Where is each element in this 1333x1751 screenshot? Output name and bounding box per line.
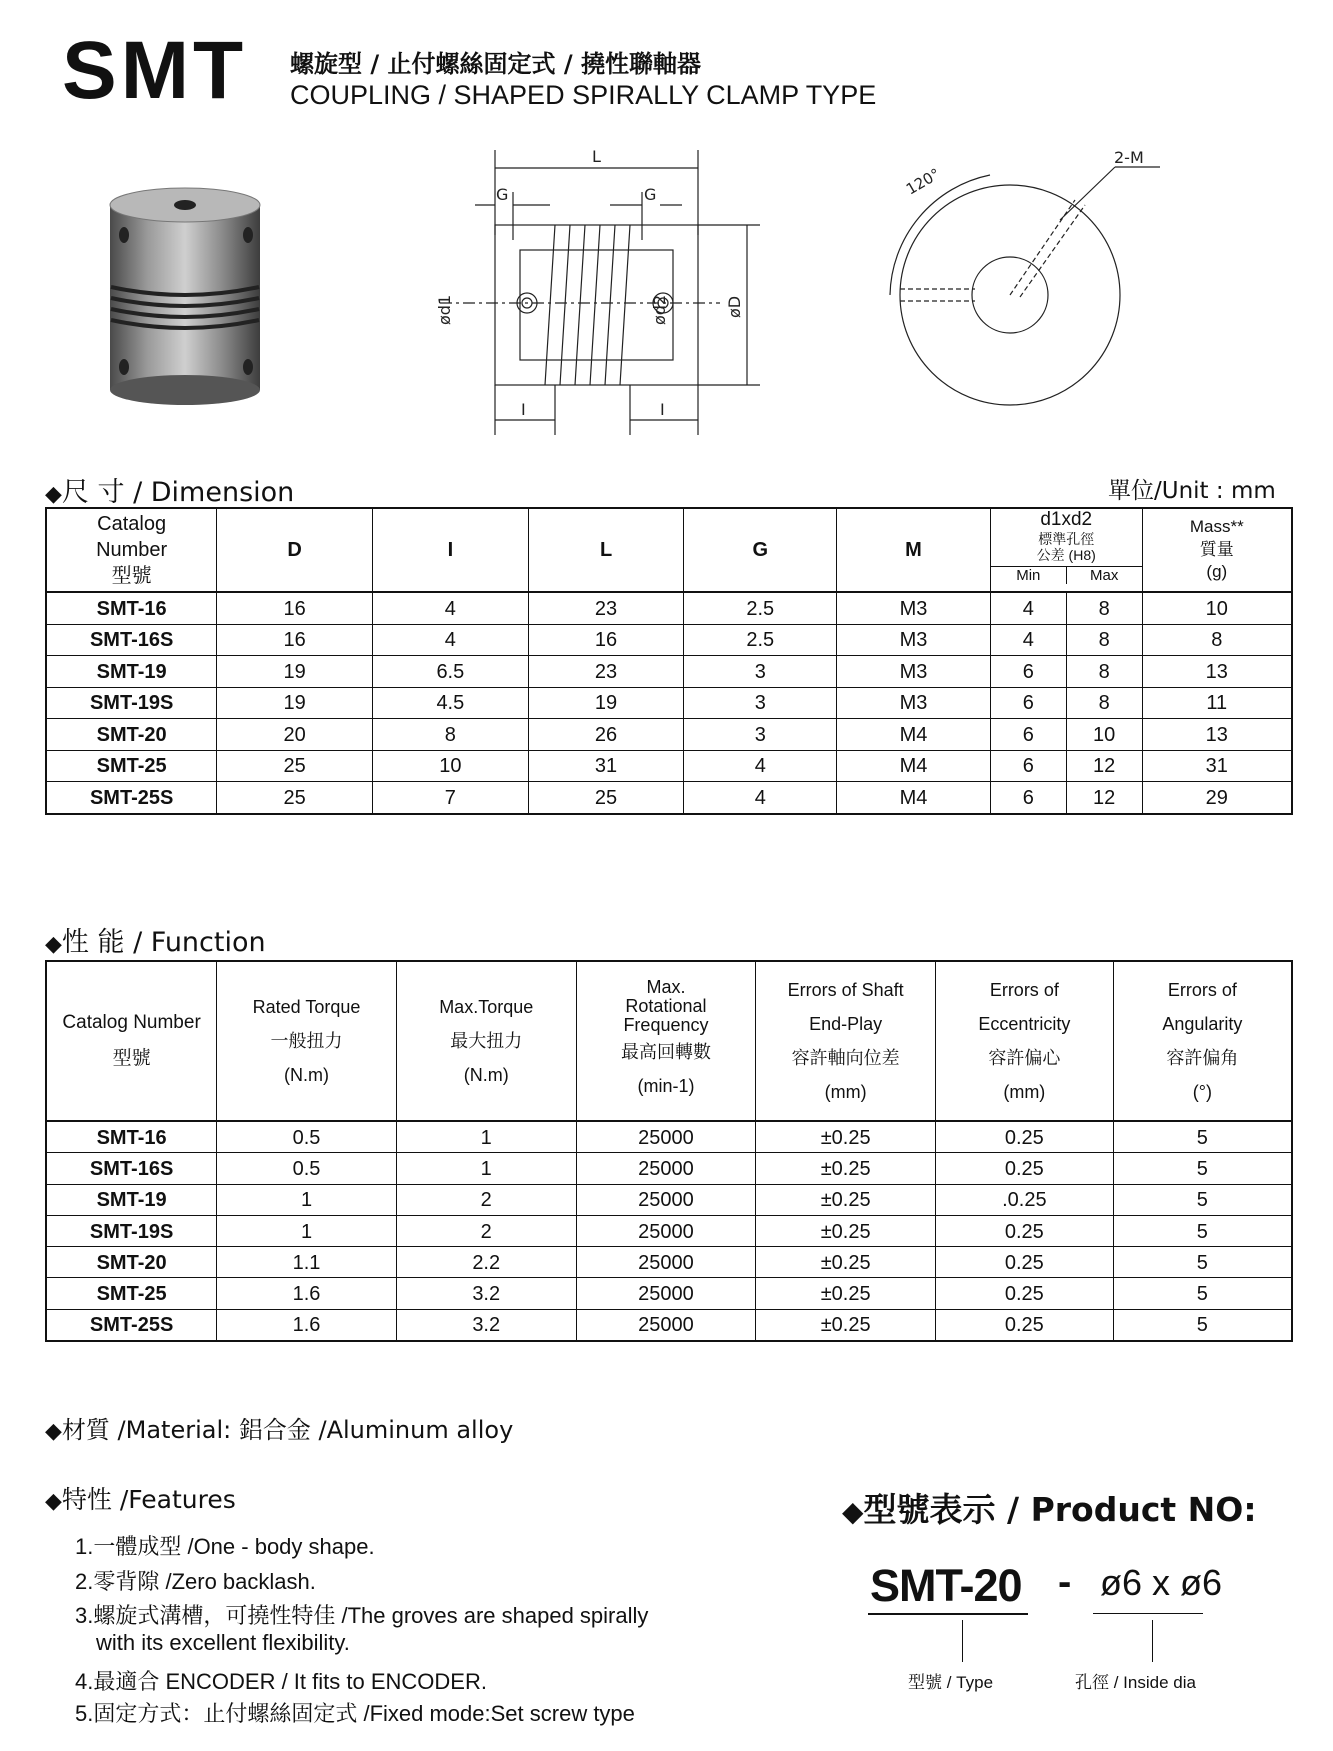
feature-3: 3.螺旋式溝槽，可撓性特佳 /The groves are shaped spirally: [75, 1603, 649, 1628]
label-M: 2-M: [1114, 148, 1144, 167]
brand-logo: SMT: [62, 25, 248, 116]
table-cell: 3: [684, 656, 837, 688]
table-cell: ±0.25: [756, 1278, 936, 1309]
table-cell: 1.6: [217, 1278, 397, 1309]
table-cell: 7: [372, 782, 528, 814]
table-cell: 31: [1142, 750, 1292, 782]
col-bore: d1xd2 標準孔徑 公差 (H8) Min Max: [990, 508, 1142, 592]
table-cell: 5: [1113, 1184, 1292, 1215]
table-cell: 3: [684, 719, 837, 751]
table-cell: .0.25: [935, 1184, 1113, 1215]
table-cell: 4: [684, 750, 837, 782]
table-cell: 0.5: [217, 1121, 397, 1153]
function-col-header: Catalog Number 型號: [46, 961, 217, 1121]
product-no-heading: ◆型號表示 / Product NO:: [842, 1490, 1257, 1529]
table-cell: M4: [837, 782, 991, 814]
table-cell: 1: [396, 1121, 576, 1153]
table-cell: 25000: [576, 1215, 756, 1246]
col-bore-max: Max: [1090, 567, 1119, 585]
label-G-left: G: [496, 185, 509, 204]
table-cell: ±0.25: [756, 1184, 936, 1215]
label-G-right: G: [644, 185, 657, 204]
label-L: L: [592, 147, 601, 166]
function-col-header: Max.Torque 最大扭力 (N.m): [396, 961, 576, 1121]
label-D: øD: [725, 295, 744, 318]
table-cell: SMT-25S: [46, 1309, 217, 1341]
material-line: ◆材質 /Material: 鋁合金 /Aluminum alloy: [45, 1416, 514, 1444]
table-row: [46, 1215, 1292, 1246]
table-row: [46, 750, 1292, 782]
type-leader: [962, 1620, 963, 1662]
table-cell: ±0.25: [756, 1121, 936, 1153]
table-cell: 5: [1113, 1153, 1292, 1184]
table-cell: 29: [1142, 782, 1292, 814]
table-cell: SMT-19: [46, 656, 217, 688]
table-cell: 23: [528, 592, 684, 624]
table-row: [46, 1121, 1292, 1153]
table-cell: M3: [837, 687, 991, 719]
col-G: G: [684, 508, 837, 592]
feature-1: 1.一體成型 /One - body shape.: [75, 1534, 375, 1559]
table-cell: 8: [1066, 687, 1142, 719]
table-cell: 6: [990, 687, 1066, 719]
feature-3-cont: with its excellent flexibility.: [96, 1630, 350, 1655]
table-cell: ±0.25: [756, 1153, 936, 1184]
table-cell: 2.5: [684, 624, 837, 656]
table-cell: 26: [528, 719, 684, 751]
table-cell: 8: [372, 719, 528, 751]
table-cell: 3: [684, 687, 837, 719]
table-cell: 31: [528, 750, 684, 782]
table-row: [46, 592, 1292, 624]
table-cell: 1: [217, 1184, 397, 1215]
table-cell: 1.6: [217, 1309, 397, 1341]
col-bore-min: Min: [991, 567, 1067, 584]
table-cell: 5: [1113, 1215, 1292, 1246]
bore-leader: [1152, 1620, 1153, 1662]
table-cell: M4: [837, 719, 991, 751]
table-cell: SMT-19: [46, 1184, 217, 1215]
feature-5: 5.固定方式：止付螺絲固定式 /Fixed mode:Set screw type: [75, 1701, 635, 1726]
table-cell: SMT-19S: [46, 687, 217, 719]
table-cell: 2.5: [684, 592, 837, 624]
unit-label: 單位/Unit : mm: [1108, 478, 1276, 504]
dimension-heading: ◆尺 寸 / Dimension: [45, 477, 295, 508]
table-row: [46, 1153, 1292, 1184]
table-cell: 8: [1066, 624, 1142, 656]
table-cell: 10: [1066, 719, 1142, 751]
table-cell: SMT-25: [46, 750, 217, 782]
table-cell: 12: [1066, 782, 1142, 814]
dimension-table: [45, 507, 1293, 815]
table-cell: 1: [217, 1215, 397, 1246]
table-cell: 0.25: [935, 1153, 1113, 1184]
label-d1: ød1: [435, 294, 454, 325]
table-cell: 5: [1113, 1121, 1292, 1153]
table-cell: M3: [837, 624, 991, 656]
table-cell: 10: [372, 750, 528, 782]
table-cell: 4: [684, 782, 837, 814]
table-row: [46, 782, 1292, 814]
col-mass: Mass** 質量 (g): [1142, 508, 1292, 592]
table-row: [46, 624, 1292, 656]
table-cell: 4.5: [372, 687, 528, 719]
table-cell: 8: [1142, 624, 1292, 656]
table-row: [46, 1309, 1292, 1341]
function-col-header: Max. Rotational Frequency 最高回轉數 (min-1): [576, 961, 756, 1121]
function-heading: ◆性 能 / Function: [45, 927, 266, 958]
table-cell: 16: [217, 592, 373, 624]
table-cell: ±0.25: [756, 1309, 936, 1341]
table-cell: 3.2: [396, 1309, 576, 1341]
table-cell: 2.2: [396, 1247, 576, 1278]
table-cell: SMT-20: [46, 1247, 217, 1278]
table-cell: 12: [1066, 750, 1142, 782]
label-d2: ød2: [650, 294, 669, 325]
table-row: [46, 656, 1292, 688]
product-no-dash: -: [1058, 1560, 1072, 1604]
table-cell: 0.25: [935, 1278, 1113, 1309]
table-cell: 25000: [576, 1247, 756, 1278]
bore-underline: [1093, 1613, 1203, 1614]
features-heading: ◆特性 /Features: [45, 1485, 236, 1514]
col-L: L: [528, 508, 684, 592]
table-cell: 6: [990, 750, 1066, 782]
table-row: [46, 719, 1292, 751]
table-cell: 25000: [576, 1184, 756, 1215]
function-col-header: Rated Torque 一般扭力 (N.m): [217, 961, 397, 1121]
col-D: D: [217, 508, 373, 592]
model-underline: [868, 1613, 1028, 1615]
table-cell: 25: [217, 782, 373, 814]
table-cell: 19: [528, 687, 684, 719]
table-cell: 2: [396, 1215, 576, 1246]
table-cell: SMT-19S: [46, 1215, 217, 1246]
table-cell: 25000: [576, 1121, 756, 1153]
table-cell: SMT-16: [46, 592, 217, 624]
function-table: [45, 960, 1293, 1342]
table-cell: 16: [217, 624, 373, 656]
table-row: [46, 687, 1292, 719]
table-cell: 4: [990, 624, 1066, 656]
label-angle: 120°: [903, 164, 944, 199]
table-cell: SMT-20: [46, 719, 217, 751]
feature-4: 4.最適合 ENCODER / It fits to ENCODER.: [75, 1669, 487, 1694]
table-cell: 25: [217, 750, 373, 782]
table-cell: 23: [528, 656, 684, 688]
table-cell: 0.5: [217, 1153, 397, 1184]
table-cell: 6: [990, 782, 1066, 814]
table-row: [46, 1278, 1292, 1309]
table-cell: SMT-16: [46, 1121, 217, 1153]
col-I: I: [372, 508, 528, 592]
end-view-drawing: [870, 145, 1180, 415]
table-cell: SMT-16S: [46, 624, 217, 656]
table-cell: 0.25: [935, 1215, 1113, 1246]
table-cell: M3: [837, 656, 991, 688]
function-col-header: Errors of Eccentricity 容許偏心 (mm): [935, 961, 1113, 1121]
label-I-left: I: [521, 400, 526, 419]
table-cell: 25000: [576, 1153, 756, 1184]
table-cell: SMT-16S: [46, 1153, 217, 1184]
feature-2: 2.零背隙 /Zero backlash.: [75, 1569, 316, 1594]
table-cell: 5: [1113, 1278, 1292, 1309]
table-cell: 6: [990, 656, 1066, 688]
table-cell: 5: [1113, 1309, 1292, 1341]
product-no-model: SMT-20: [870, 1560, 1022, 1611]
table-cell: 13: [1142, 656, 1292, 688]
table-cell: 16: [528, 624, 684, 656]
table-cell: 6: [990, 719, 1066, 751]
table-cell: ±0.25: [756, 1247, 936, 1278]
col-M: M: [837, 508, 991, 592]
type-caption: 型號 / Type: [908, 1673, 994, 1692]
table-cell: 6.5: [372, 656, 528, 688]
table-cell: SMT-25S: [46, 782, 217, 814]
table-cell: 13: [1142, 719, 1292, 751]
table-cell: 8: [1066, 592, 1142, 624]
table-cell: 25000: [576, 1309, 756, 1341]
table-cell: 4: [372, 624, 528, 656]
table-cell: 1.1: [217, 1247, 397, 1278]
bore-caption: 孔徑 / Inside dia: [1075, 1673, 1196, 1692]
function-col-header: Errors of Angularity 容許偏角 (°): [1113, 961, 1292, 1121]
table-cell: 0.25: [935, 1309, 1113, 1341]
table-row: [46, 1184, 1292, 1215]
table-cell: 0.25: [935, 1121, 1113, 1153]
table-cell: 8: [1066, 656, 1142, 688]
table-cell: 0.25: [935, 1247, 1113, 1278]
table-cell: 1: [396, 1153, 576, 1184]
table-cell: M4: [837, 750, 991, 782]
function-col-header: Errors of Shaft End-Play 容許軸向位差 (mm): [756, 961, 936, 1121]
table-cell: 19: [217, 656, 373, 688]
table-cell: ±0.25: [756, 1215, 936, 1246]
table-cell: 4: [990, 592, 1066, 624]
table-cell: 19: [217, 687, 373, 719]
table-cell: M3: [837, 592, 991, 624]
label-I-right: I: [660, 400, 665, 419]
table-cell: 5: [1113, 1247, 1292, 1278]
table-cell: 11: [1142, 687, 1292, 719]
col-catalog: Catalog Number 型號: [46, 508, 217, 592]
table-row: [46, 1247, 1292, 1278]
table-cell: SMT-25: [46, 1278, 217, 1309]
table-cell: 20: [217, 719, 373, 751]
title-english: COUPLING / SHAPED SPIRALLY CLAMP TYPE: [290, 80, 877, 110]
table-cell: 25: [528, 782, 684, 814]
coupling-photo: [100, 185, 275, 410]
table-cell: 25000: [576, 1278, 756, 1309]
table-cell: 2: [396, 1184, 576, 1215]
side-view-drawing: [420, 140, 820, 450]
title-chinese: 螺旋型 / 止付螺絲固定式 / 撓性聯軸器: [290, 50, 701, 78]
product-no-bore: ø6 x ø6: [1100, 1562, 1223, 1603]
table-cell: 3.2: [396, 1278, 576, 1309]
table-cell: 10: [1142, 592, 1292, 624]
table-cell: 4: [372, 592, 528, 624]
